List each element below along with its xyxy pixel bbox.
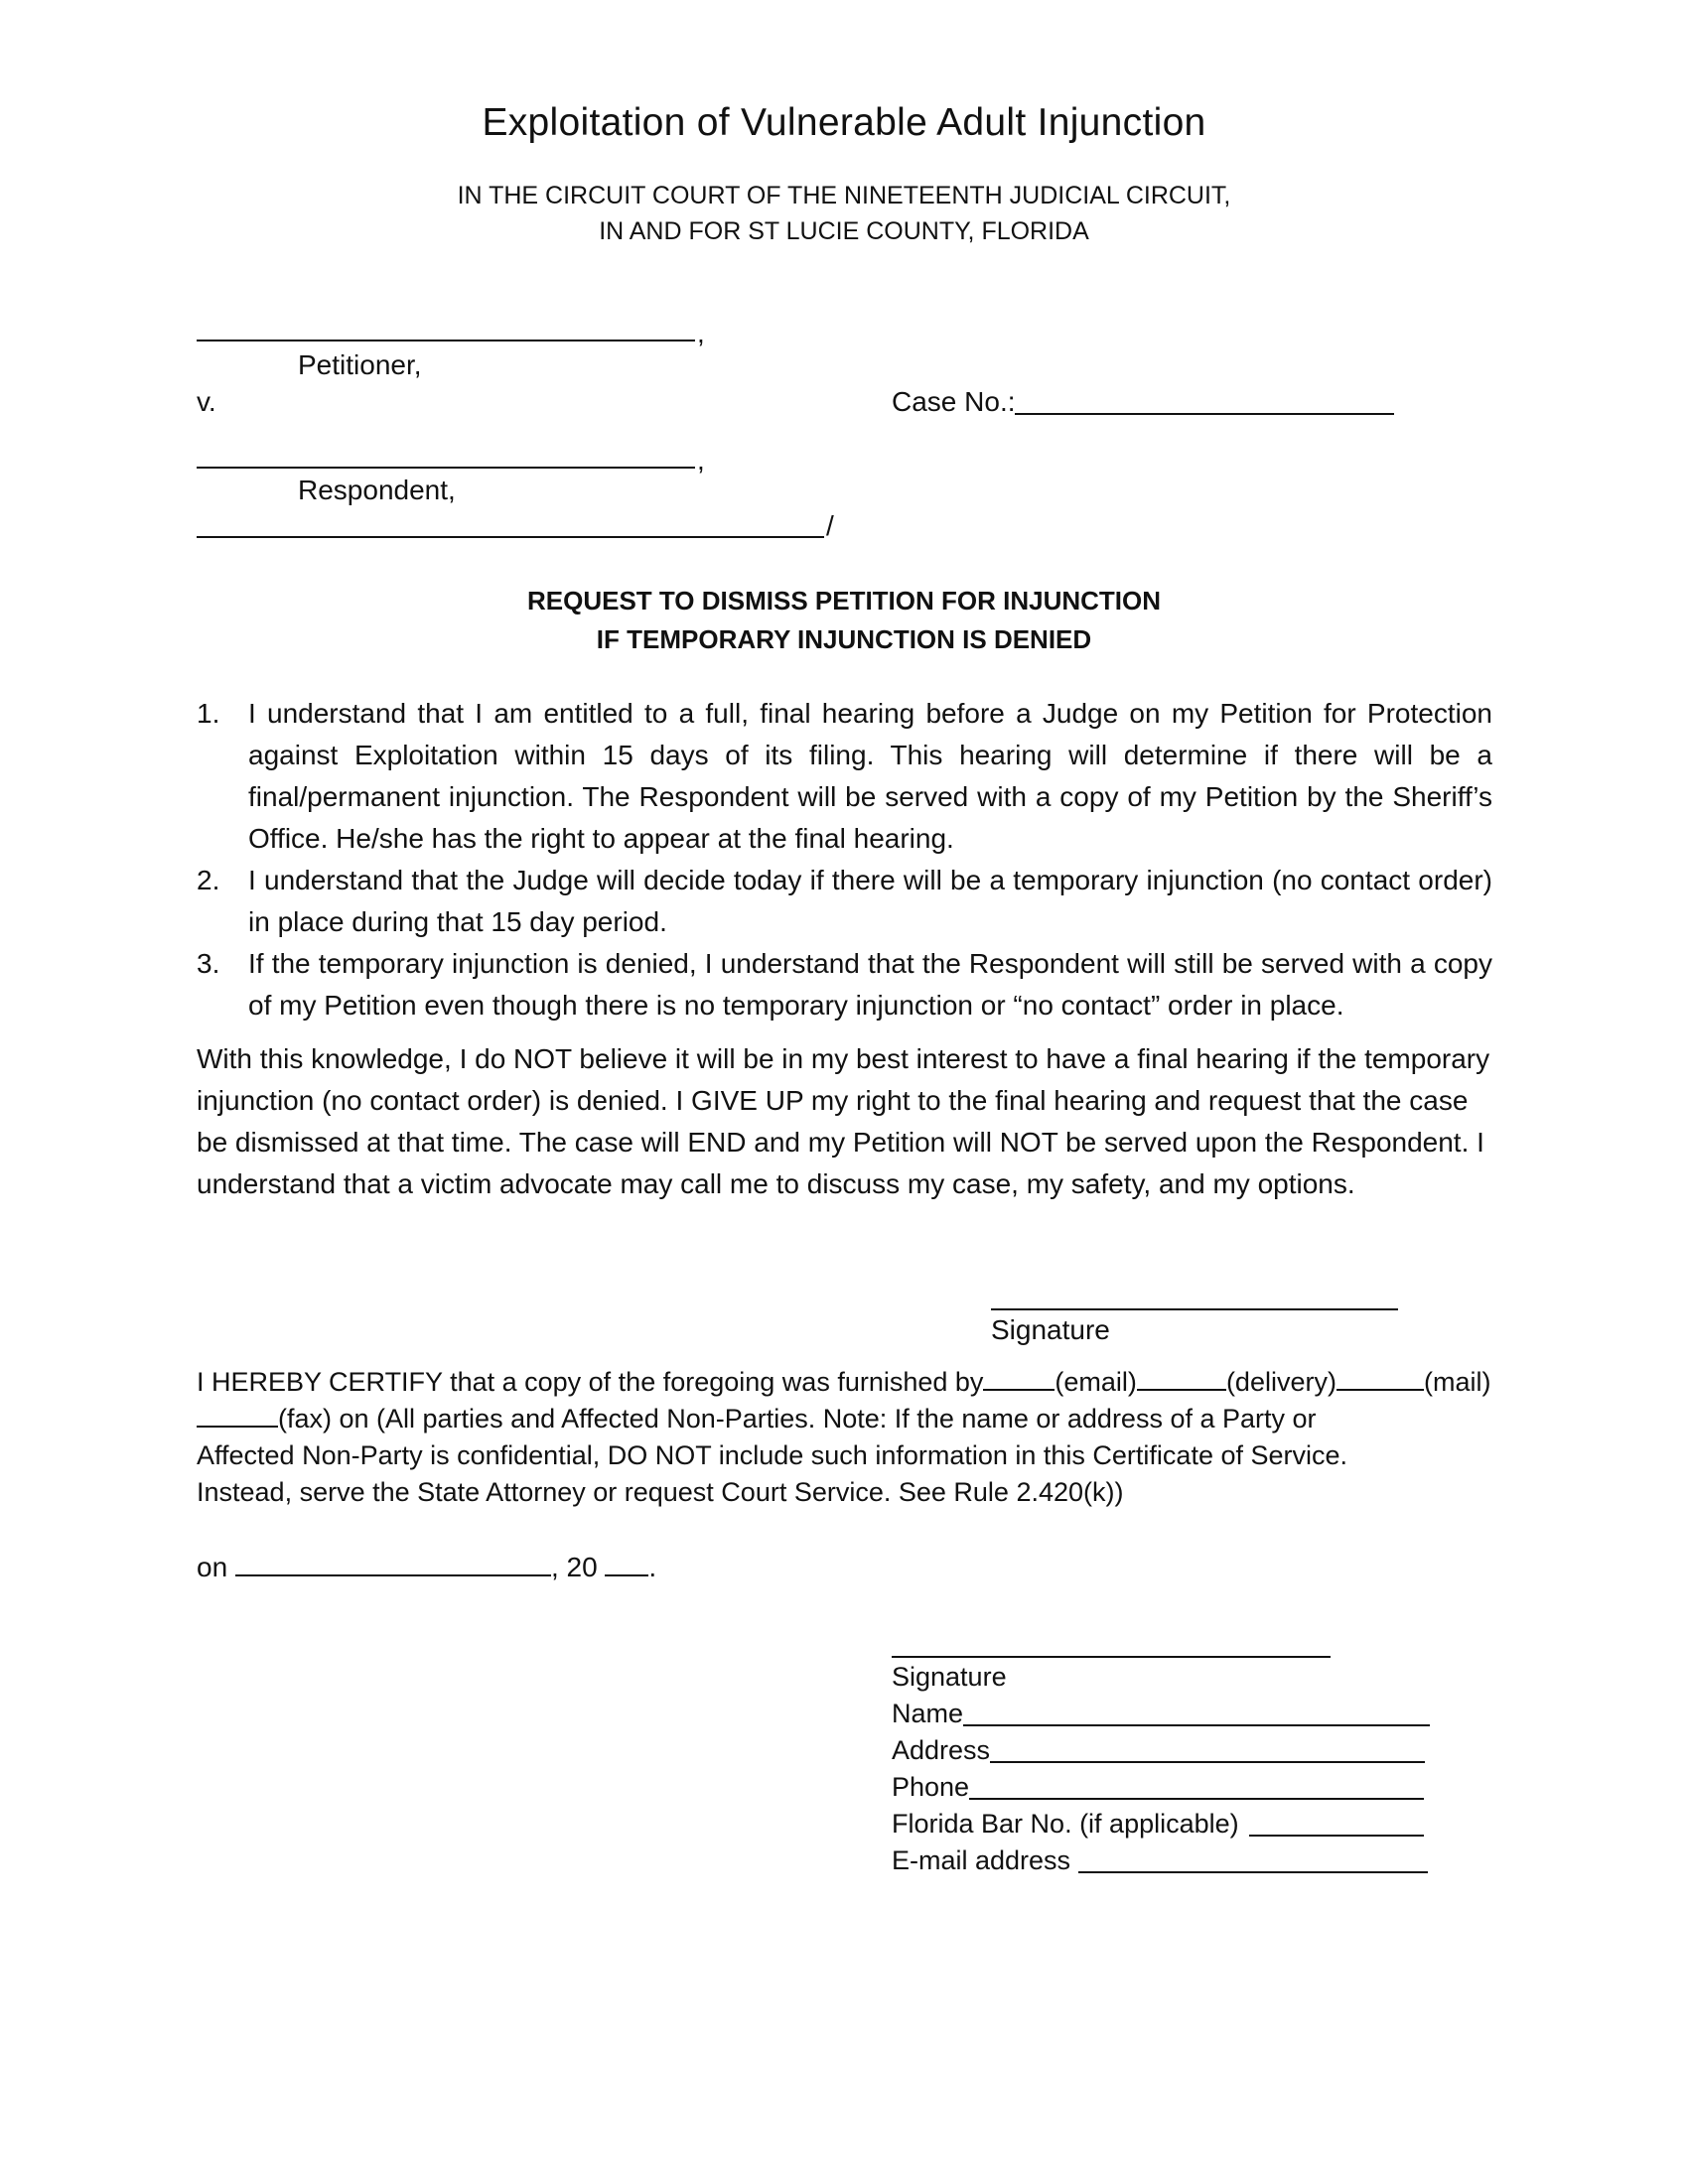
list-item-text: I understand that the Judge will decide today if there will be a temporary injunction (no contact order) in place during that 15 day period. <box>248 865 1492 937</box>
certificate-line-1 <box>197 1364 1497 1401</box>
caption-slash: / <box>826 510 834 541</box>
mail-label: (mail) <box>1423 1367 1491 1397</box>
mail-service-field[interactable] <box>1336 1365 1424 1391</box>
address-row <box>892 1732 1430 1769</box>
email-row <box>892 1843 1430 1879</box>
caption-comma: , <box>697 445 705 476</box>
certificate-line-2 <box>197 1401 1497 1437</box>
list-item-text: If the temporary injunction is denied, I understand that the Respondent will still be served with a copy of my Petition even though there is no temporary injunction or “no contact” order in place. <box>248 948 1492 1021</box>
court-line-2: IN AND FOR ST LUCIE COUNTY, FLORIDA <box>599 217 1089 245</box>
certificate-line-3: Affected Non-Party is confidential, DO NOT include such information in this Certificate of Service. <box>197 1440 1348 1470</box>
phone-field[interactable] <box>969 1772 1424 1800</box>
bar-number-label: Florida Bar No. (if applicable) <box>892 1809 1239 1839</box>
signature-label: Signature <box>991 1314 1110 1345</box>
list-item-number: 3. <box>197 948 220 979</box>
fax-text: (fax) on (All parties and Affected Non-Parties. Note: If the name or address of a Party or <box>278 1404 1317 1433</box>
phone-row <box>892 1769 1430 1806</box>
attorney-signature-field[interactable] <box>892 1656 1331 1658</box>
respondent-name-field[interactable] <box>197 467 695 469</box>
court-line-1: IN THE CIRCUIT COURT OF THE NINETEENTH JUDICIAL CIRCUIT, <box>457 182 1231 209</box>
page-title: Exploitation of Vulnerable Adult Injunction <box>482 101 1206 144</box>
caption-closing-line <box>197 536 824 538</box>
bar-number-row <box>892 1806 1430 1843</box>
petitioner-label: Petitioner, <box>298 349 422 380</box>
name-label: Name <box>892 1699 964 1728</box>
service-date-field[interactable] <box>235 1551 551 1576</box>
document-heading-line-2: IF TEMPORARY INJUNCTION IS DENIED <box>596 624 1092 654</box>
name-field[interactable] <box>963 1699 1430 1726</box>
list-item <box>197 860 1492 943</box>
email-address-label: E-mail address <box>892 1845 1071 1875</box>
email-address-field[interactable] <box>1078 1845 1428 1873</box>
acknowledgement-list <box>197 693 1492 1026</box>
list-item-number: 1. <box>197 698 220 729</box>
certificate-intro: I HEREBY CERTIFY that a copy of the foregoing was furnished by <box>197 1367 984 1397</box>
petitioner-signature-field[interactable] <box>991 1308 1398 1310</box>
case-number-field[interactable] <box>1015 413 1394 415</box>
document-heading-line-1: REQUEST TO DISMISS PETITION FOR INJUNCTION <box>526 586 1161 615</box>
year-prefix: , 20 <box>550 1552 598 1582</box>
list-item <box>197 943 1492 1026</box>
service-date-line <box>197 1551 656 1583</box>
certificate-of-service <box>197 1364 1497 1511</box>
list-item-text: I understand that I am entitled to a full, final hearing before a Judge on my Petition for Protection against Exploitation within 15 days of its filing. This hearing will determine if there will be a final/permanent injunction. The Respondent will be served with a copy of my Petition by the Sheriff’s Office. He/she has the right to appear at the final hearing. <box>248 698 1492 854</box>
address-field[interactable] <box>990 1735 1425 1763</box>
signature-label: Signature <box>892 1662 1007 1692</box>
delivery-label: (delivery) <box>1225 1367 1336 1397</box>
on-label: on <box>197 1552 228 1582</box>
respondent-label: Respondent, <box>298 475 456 505</box>
signature-block <box>892 1659 1430 1879</box>
fax-service-field[interactable] <box>197 1402 278 1428</box>
certificate-line-4: Instead, serve the State Attorney or request Court Service. See Rule 2.420(k)) <box>197 1477 1124 1507</box>
address-label: Address <box>892 1735 991 1765</box>
email-label: (email) <box>1055 1367 1137 1397</box>
email-service-field[interactable] <box>983 1365 1055 1391</box>
versus-label: v. <box>197 386 216 417</box>
date-period: . <box>648 1552 657 1582</box>
caption-comma: , <box>697 318 705 348</box>
phone-label: Phone <box>892 1772 970 1802</box>
case-number-label: Case No.: <box>892 386 1016 417</box>
delivery-service-field[interactable] <box>1137 1365 1226 1391</box>
petitioner-name-field[interactable] <box>197 340 695 341</box>
list-item-number: 2. <box>197 865 220 895</box>
bar-number-field[interactable] <box>1249 1809 1424 1837</box>
name-row <box>892 1696 1430 1732</box>
waiver-statement: With this knowledge, I do NOT believe it will be in my best interest to have a final hearing if the temporary injunction (no contact order) is denied. I GIVE UP my right to the final hearing and request that the case be dismissed at that time. The case will END and my Petition will NOT be served upon the Respondent. I understand that a victim advocate may call me to discuss my case, my safety, and my options. <box>197 1043 1490 1199</box>
service-year-field[interactable] <box>605 1551 648 1576</box>
signature-row <box>892 1659 1430 1696</box>
list-item <box>197 693 1492 860</box>
